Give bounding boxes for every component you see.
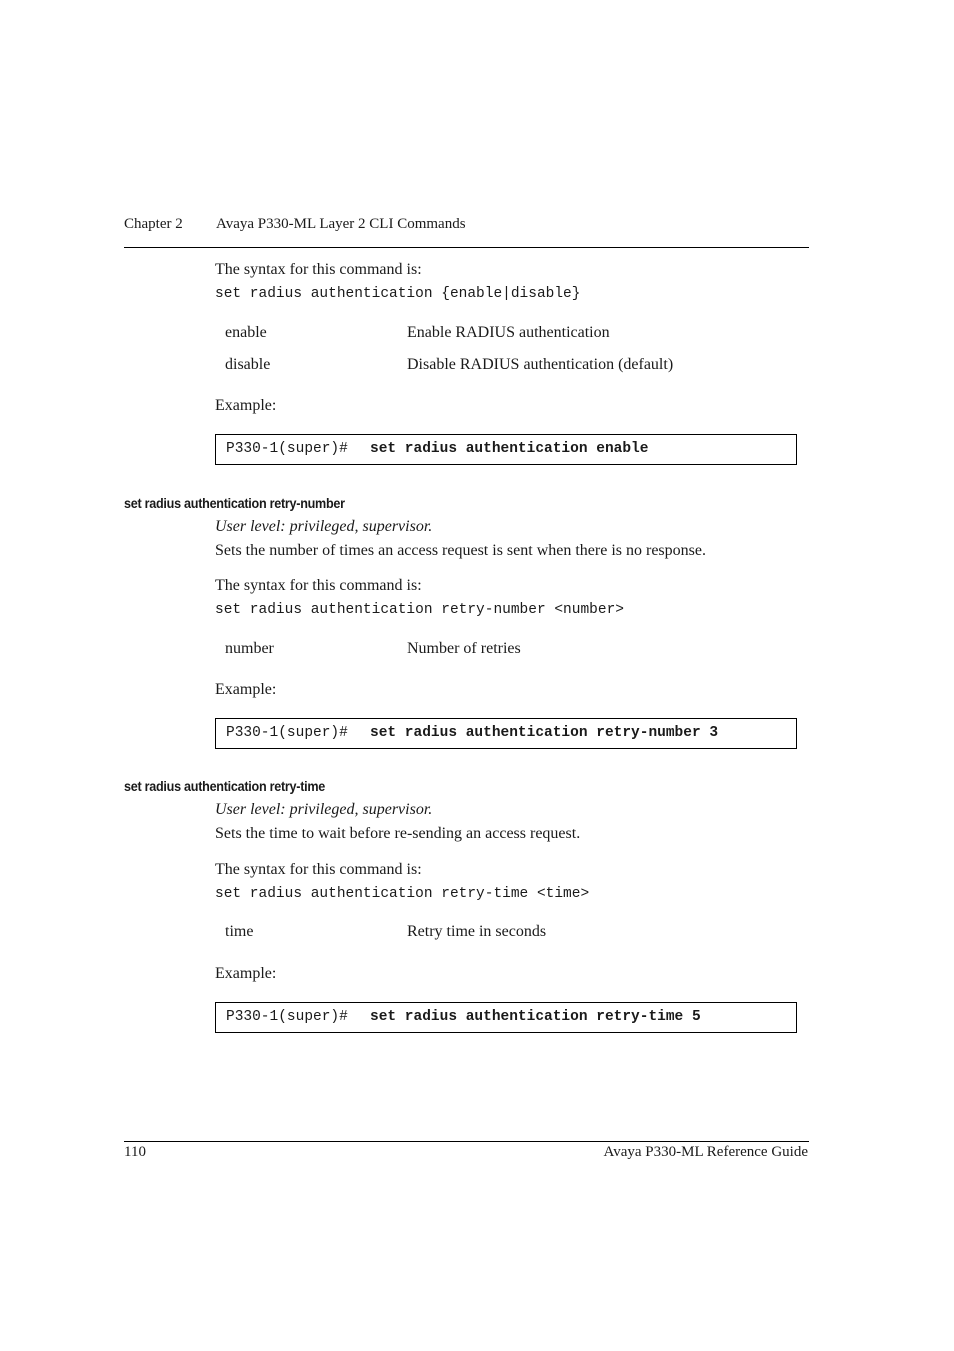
user-level: User level: privileged, supervisor. <box>215 801 433 818</box>
param-desc: Disable RADIUS authentication (default) <box>407 356 674 373</box>
example-label: Example: <box>215 681 277 698</box>
cli-prompt: P330-1(super)# <box>226 1009 348 1025</box>
param-desc: Retry time in seconds <box>407 923 547 940</box>
cli-command: set radius authentication retry-time 5 <box>370 1009 701 1025</box>
syntax-intro: The syntax for this command is: <box>215 261 422 278</box>
cli-prompt: P330-1(super)# <box>226 725 348 741</box>
syntax-intro: The syntax for this command is: <box>215 577 422 594</box>
param-name: number <box>225 640 274 657</box>
section-heading: set radius authentication retry-time <box>124 778 326 794</box>
syntax-intro: The syntax for this command is: <box>215 861 422 878</box>
param-desc: Number of retries <box>407 640 521 657</box>
chapter-label: Chapter 2 <box>124 216 183 232</box>
syntax-line: set radius authentication retry-time <time> <box>215 886 590 902</box>
syntax-line: set radius authentication retry-number <number> <box>215 602 624 618</box>
example-code-box <box>215 434 797 465</box>
param-name: disable <box>225 356 271 373</box>
description: Sets the number of times an access request is sent when there is no response. <box>215 542 706 559</box>
example-code-box <box>215 1002 797 1033</box>
example-label: Example: <box>215 965 277 982</box>
param-name: enable <box>225 324 267 341</box>
param-desc: Enable RADIUS authentication <box>407 324 610 341</box>
cli-prompt: P330-1(super)# <box>226 441 348 457</box>
cli-command: set radius authentication retry-number 3 <box>370 725 719 741</box>
section-heading: set radius authentication retry-number <box>124 495 345 511</box>
cli-command: set radius authentication enable <box>370 441 649 457</box>
page-number: 110 <box>124 1144 146 1160</box>
description: Sets the time to wait before re-sending an access request. <box>215 825 581 842</box>
guide-title: Avaya P330-ML Reference Guide <box>603 1144 808 1160</box>
example-code-box <box>215 718 797 749</box>
footer-rule <box>124 1141 809 1142</box>
example-label: Example: <box>215 397 277 414</box>
param-name: time <box>225 923 254 940</box>
chapter-title: Avaya P330-ML Layer 2 CLI Commands <box>216 216 466 232</box>
syntax-line: set radius authentication {enable|disable} <box>215 286 581 302</box>
header-rule <box>124 247 809 248</box>
user-level: User level: privileged, supervisor. <box>215 518 433 535</box>
